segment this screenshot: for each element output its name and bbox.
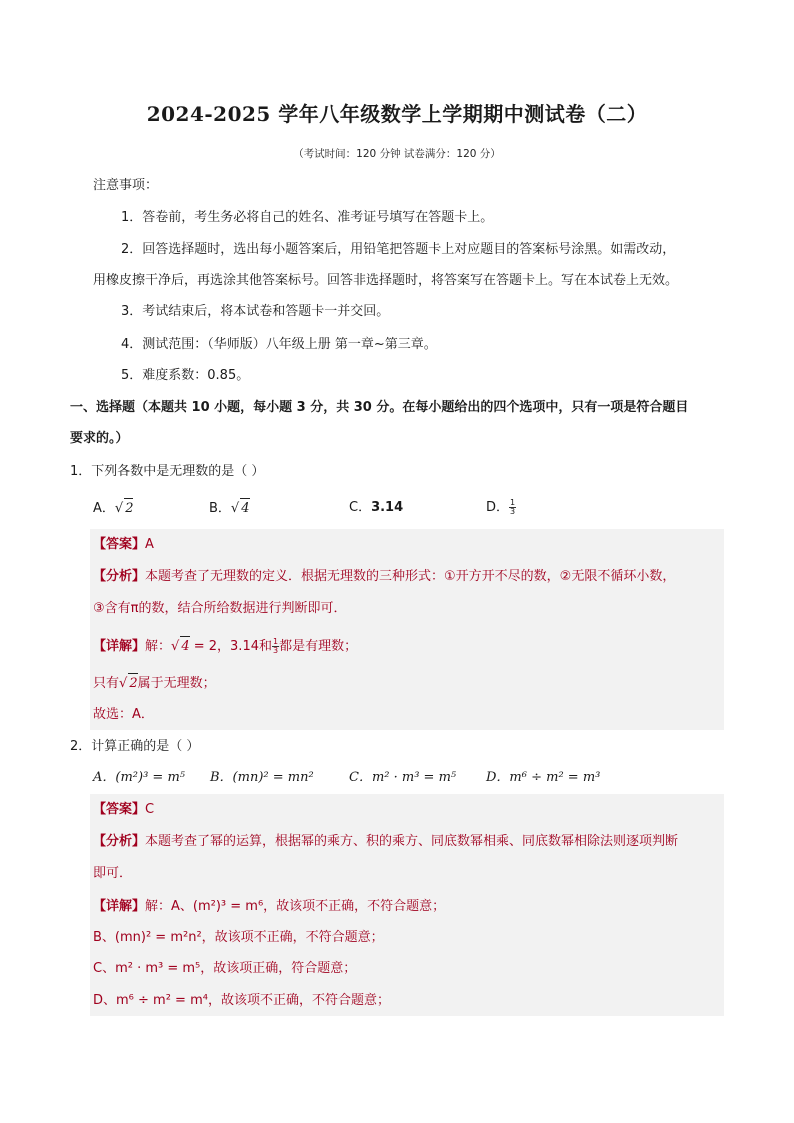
- q2-analysis-cont: 即可．: [93, 866, 133, 881]
- q1-option-a: A．√ 2: [93, 498, 133, 519]
- q1-detail-2: 只有√ 2属于无理数；: [93, 673, 216, 694]
- q2-answer: 【答案】C: [93, 802, 155, 817]
- q1-analysis-cont: ③含有π的数，结合所给数据进行判断即可．: [93, 601, 347, 616]
- section-heading-cont: 要求的。）: [70, 431, 129, 446]
- note-item-2: 2．回答选择题时，选出每小题答案后，用铅笔把答题卡上对应题目的答案标号涂黑。如需改动，: [121, 242, 676, 257]
- note-item-4: 4．测试范围：（华师版）八年级上册 第一章~第三章。: [121, 337, 437, 352]
- note-item-3: 3．考试结束后，将本试卷和答题卡一并交回。: [121, 304, 390, 319]
- q2-detail-d: D、m⁶ ÷ m² = m⁴，故该项不正确，不符合题意；: [93, 993, 390, 1008]
- q2-option-c: C．m² · m³ = m⁵: [349, 770, 457, 785]
- note-item-1: 1．答卷前，考生务必将自己的姓名、准考证号填写在答题卡上。: [121, 210, 494, 225]
- section-heading: 一、选择题（本题共 10 小题，每小题 3 分，共 30 分。在每小题给出的四个选项中，只有一项是符合题目: [70, 400, 689, 415]
- q1-option-b: B．√ 4: [209, 498, 250, 519]
- q2-option-d: D．m⁶ ÷ m² = m³: [486, 770, 601, 785]
- q1-solution-box: [90, 529, 724, 730]
- exam-info: （考试时间：120 分钟 试卷满分：120 分）: [293, 148, 501, 160]
- q1-answer: 【答案】A: [93, 537, 154, 552]
- note-item-2-cont: 用橡皮擦干净后，再选涂其他答案标号。回答非选择题时，将答案写在答题卡上。写在本试卷上无效。: [93, 273, 679, 288]
- q1-analysis: 【分析】本题考查了无理数的定义．根据无理数的三种形式：①开方开不尽的数，②无限不循环小数，: [93, 569, 676, 584]
- q2-detail-c: C、m² · m³ = m⁵，故该项正确，符合题意；: [93, 961, 357, 976]
- notes-heading: 注意事项：: [93, 178, 159, 193]
- page-title: 2024-2025 学年八年级数学上学期期中测试卷（二）: [146, 102, 648, 126]
- question-2-stem: 2．计算正确的是（ ）: [70, 739, 200, 754]
- q1-option-c: C．3.14: [349, 500, 404, 515]
- note-item-5: 5．难度系数：0.85。: [121, 368, 250, 383]
- q1-conclusion: 故选：A．: [93, 707, 154, 722]
- q2-option-b: B．(mn)² = mn²: [210, 770, 314, 785]
- q1-detail: 【详解】解：√ 4 = 2，3.14和 $\frac{1}{3}$ 都是有理数；: [93, 637, 358, 655]
- q2-analysis: 【分析】本题考查了幂的运算，根据幂的乘方、积的乘方、同底数幂相乘、同底数幂相除法则逐项判断: [93, 834, 679, 849]
- q2-detail-b: B、(mn)² = m²n²，故该项不正确，不符合题意；: [93, 930, 384, 945]
- q1-option-d: D． $\frac{1}{3}$: [486, 498, 516, 516]
- q2-detail: 【详解】解：A、(m²)³ = m⁶，故该项不正确，不符合题意；: [93, 899, 446, 914]
- q2-option-a: A．(m²)³ = m⁵: [93, 770, 185, 785]
- question-1-stem: 1．下列各数中是无理数的是（ ）: [70, 464, 265, 479]
